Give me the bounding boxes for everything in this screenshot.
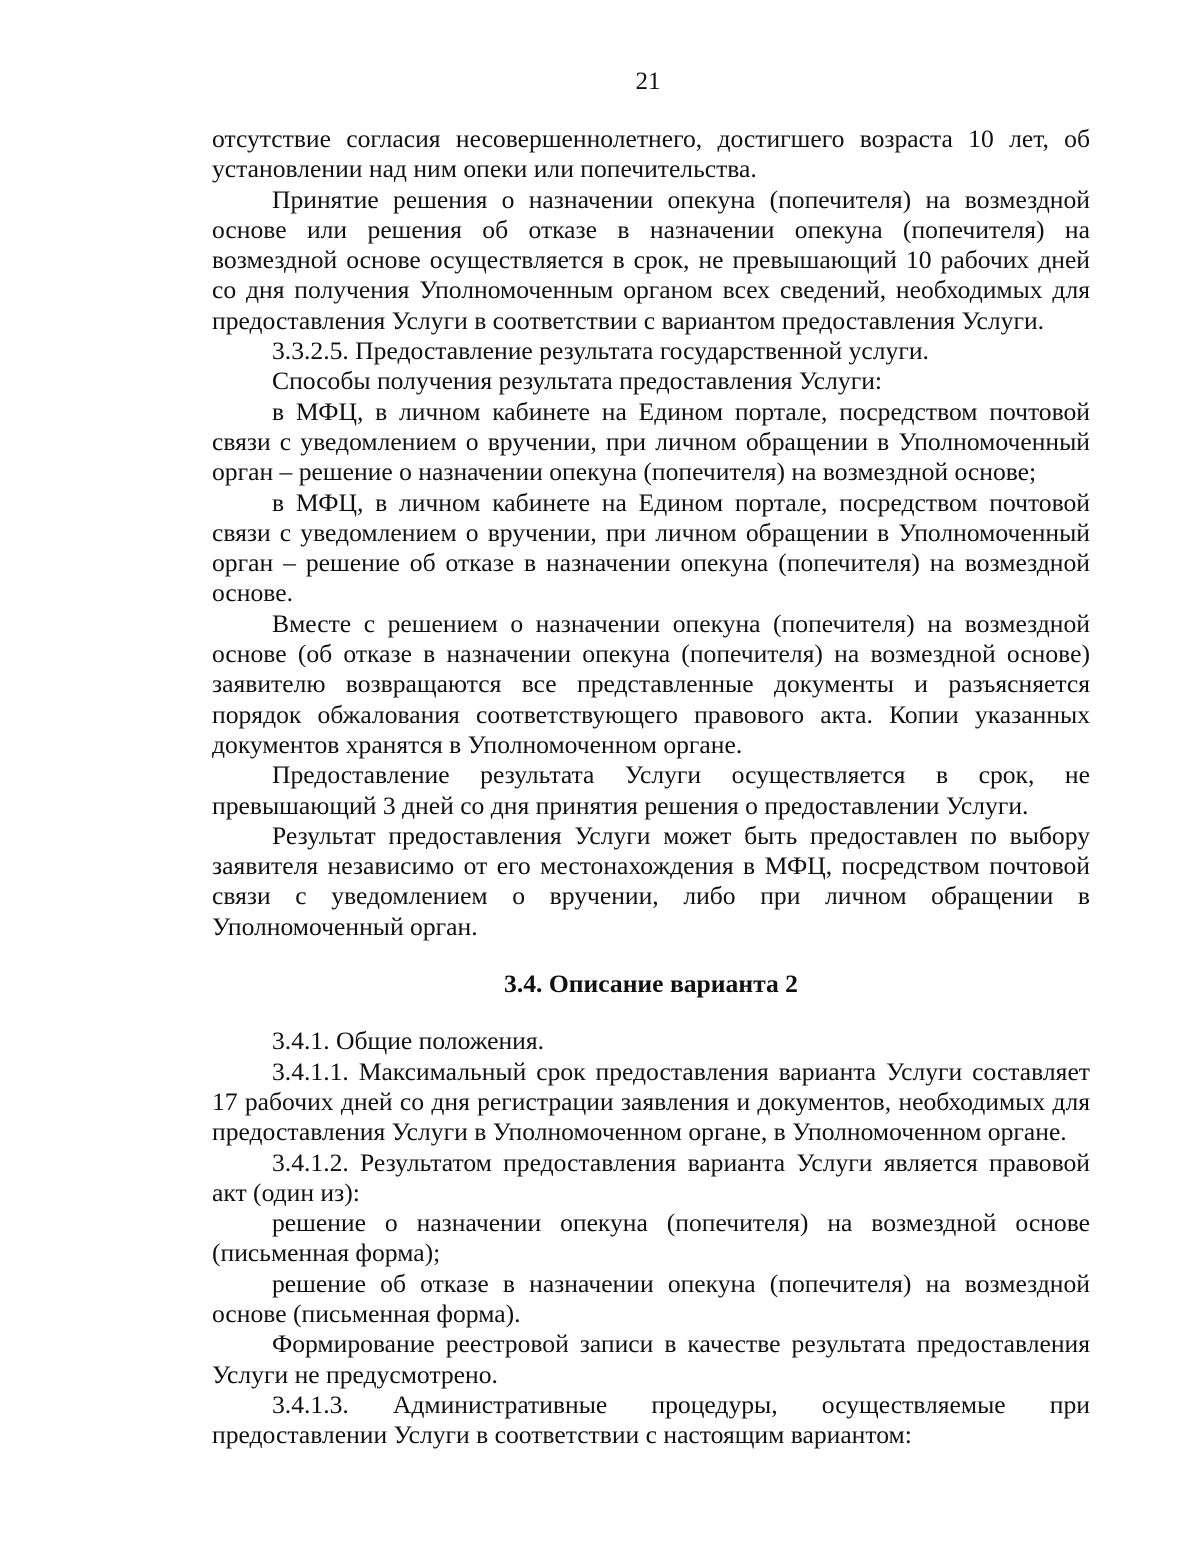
document-body bbox=[212, 124, 1090, 1450]
paragraph: Формирование реестровой записи в качестве результата предоставления Услуги не предусмотрено. bbox=[212, 1329, 1090, 1389]
paragraph: решение о назначении опекуна (попечителя) на возмездной основе (письменная форма); bbox=[212, 1208, 1090, 1268]
paragraph: 3.4.1.1. Максимальный срок предоставления варианта Услуги составляет 17 рабочих дней со дня регистрации заявления и документов, необходимых для предоставления Услуги в Уполномоченном органе, в Уполномоченном органе. bbox=[212, 1056, 1090, 1147]
paragraph: в МФЦ, в личном кабинете на Едином портале, посредством почтовой связи с уведомлением о вручении, при личном обращении в Уполномоченный орган – решение об отказе в назначении опекуна (попечителя) на возмездной основе. bbox=[212, 487, 1090, 608]
paragraph: 3.4.1. Общие положения. bbox=[272, 1026, 545, 1056]
paragraph: 3.4.1.3. Административные процедуры, осуществляемые при предоставлении Услуги в соответствии с настоящим вариантом: bbox=[212, 1389, 1090, 1450]
page-number: 21 bbox=[635, 68, 661, 95]
paragraph: отсутствие согласия несовершеннолетнего, достигшего возраста 10 лет, об установлении над ним опеки или попечительства. bbox=[212, 124, 1090, 184]
paragraph: Результат предоставления Услуги может быть предоставлен по выбору заявителя независимо от его местонахождения в МФЦ, посредством почтовой связи с уведомлением о вручении, либо при личном обращении в Уполномоченный орган. bbox=[212, 820, 1090, 941]
paragraph: Принятие решения о назначении опекуна (попечителя) на возмездной основе или решения об отказе в назначении опекуна (попечителя) на возмездной основе осуществляется в срок, не превышающий 10 рабочих дней со дня получения Уполномоченным органом всех сведений, необходимых для предоставления Услуги в соответствии с вариантом предоставления Услуги. bbox=[212, 184, 1090, 335]
paragraph: решение об отказе в назначении опекуна (попечителя) на возмездной основе (письменная форма). bbox=[212, 1268, 1090, 1328]
paragraph: Способы получения результата предоставления Услуги: bbox=[272, 366, 883, 396]
paragraph: Предоставление результата Услуги осуществляется в срок, не превышающий 3 дней со дня принятия решения о предоставлении Услуги. bbox=[212, 760, 1090, 820]
section-heading: 3.4. Описание варианта 2 bbox=[504, 969, 798, 999]
paragraph: Вместе с решением о назначении опекуна (попечителя) на возмездной основе (об отказе в назначении опекуна (попечителя) на возмездной основе) заявителю возвращаются все представленные документы и разъясняется порядок обжалования соответствующего правового акта. Копии указанных документов хранятся в Уполномоченном органе. bbox=[212, 608, 1090, 759]
paragraph: 3.4.1.2. Результатом предоставления варианта Услуги является правовой акт (один из): bbox=[212, 1147, 1090, 1207]
paragraph: в МФЦ, в личном кабинете на Едином портале, посредством почтовой связи с уведомлением о вручении, при личном обращении в Уполномоченный орган – решение о назначении опекуна (попечителя) на возмездной основе; bbox=[212, 396, 1090, 487]
paragraph: 3.3.2.5. Предоставление результата государственной услуги. bbox=[272, 336, 929, 366]
